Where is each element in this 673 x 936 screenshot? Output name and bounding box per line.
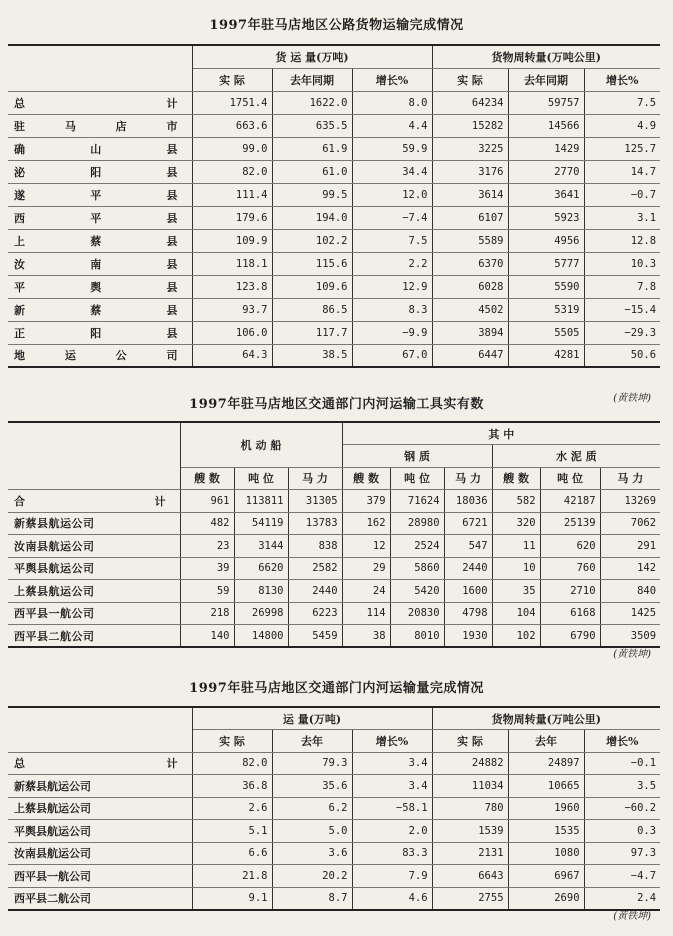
table-cell: 2.4 [584, 887, 660, 910]
table-cell: 38.5 [272, 344, 352, 367]
table-cell: 64.3 [192, 344, 272, 367]
table-cell: 29 [342, 557, 390, 580]
table-cell: 218 [180, 602, 234, 625]
table-cell: 12 [342, 535, 390, 558]
row-label: 汝南县 [8, 252, 192, 275]
table-cell: 2710 [540, 580, 600, 603]
table-cell: 838 [288, 535, 342, 558]
table-cell: 38 [342, 625, 390, 648]
table-cell: 82.0 [192, 752, 272, 775]
table-cell: 2524 [390, 535, 444, 558]
table-cell: 5860 [390, 557, 444, 580]
table-row [8, 535, 660, 558]
table-cell: 1930 [444, 625, 492, 648]
row-label: 西平县二航公司 [8, 887, 192, 910]
table-cell: 35 [492, 580, 540, 603]
table-cell: 1429 [508, 137, 584, 160]
table-cell: 320 [492, 512, 540, 535]
row-label: 遂平县 [8, 183, 192, 206]
table-cell: 194.0 [272, 206, 352, 229]
header-last-year: 去年同期 [272, 68, 352, 91]
table-cell: 15282 [432, 114, 508, 137]
table-cell: 547 [444, 535, 492, 558]
table-cell: 113811 [234, 490, 288, 513]
header-actual: 实 际 [192, 68, 272, 91]
table-cell: 79.3 [272, 752, 352, 775]
table-cell: 2.6 [192, 797, 272, 820]
row-label: 平舆县航运公司 [8, 557, 180, 580]
table-cell: 42187 [540, 490, 600, 513]
header-freight-volume: 运 量(万吨) [192, 707, 432, 730]
row-label: 地运公司 [8, 344, 192, 367]
table-cell: 25139 [540, 512, 600, 535]
table-cell: 2770 [508, 160, 584, 183]
header-horsepower: 马 力 [600, 467, 660, 490]
header-freight-turnover: 货物周转量(万吨公里) [432, 707, 660, 730]
table-cell: 13269 [600, 490, 660, 513]
table-cell: 5420 [390, 580, 444, 603]
table-cell: −7.4 [352, 206, 432, 229]
table-row [8, 490, 660, 513]
table-cell: −4.7 [584, 865, 660, 888]
table-cell: 24 [342, 580, 390, 603]
table-cell: 2440 [444, 557, 492, 580]
table-cell: 28980 [390, 512, 444, 535]
table-cell: −0.1 [584, 752, 660, 775]
table-cell: 21.8 [192, 865, 272, 888]
table-cell: 8010 [390, 625, 444, 648]
table-row [8, 865, 660, 888]
table-cell: 4798 [444, 602, 492, 625]
table-cell: 111.4 [192, 183, 272, 206]
header-blank [8, 707, 192, 752]
table-cell: 663.6 [192, 114, 272, 137]
table-cell: 97.3 [584, 842, 660, 865]
row-label: 汝南县航运公司 [8, 842, 192, 865]
table-cell: 31305 [288, 490, 342, 513]
header-horsepower: 马 力 [288, 467, 342, 490]
table-cell: 8.7 [272, 887, 352, 910]
table-cell: 109.6 [272, 275, 352, 298]
table-cell: 3509 [600, 625, 660, 648]
table-cell: 6967 [508, 865, 584, 888]
table-cell: 4.9 [584, 114, 660, 137]
table-cell: 1622.0 [272, 91, 352, 114]
table-cell: 20830 [390, 602, 444, 625]
table-cell: 620 [540, 535, 600, 558]
header-blank [8, 422, 180, 490]
table-cell: 5590 [508, 275, 584, 298]
header-growth: 增长% [584, 68, 660, 91]
table-cell: 59.9 [352, 137, 432, 160]
row-label: 西平县一航公司 [8, 602, 180, 625]
header-freight-volume: 货 运 量(万吨) [192, 45, 432, 68]
header-actual: 实 际 [432, 730, 508, 753]
row-label: 西平县一航公司 [8, 865, 192, 888]
table-cell: 35.6 [272, 775, 352, 798]
table-cell: 2.0 [352, 820, 432, 843]
table-cell: 11034 [432, 775, 508, 798]
row-label: 上蔡县航运公司 [8, 580, 180, 603]
table-cell: 102 [492, 625, 540, 648]
table-cell: 14800 [234, 625, 288, 648]
table-cell: 54119 [234, 512, 288, 535]
table-cell: 1539 [432, 820, 508, 843]
table-cell: 3.6 [272, 842, 352, 865]
table-cell: 109.9 [192, 229, 272, 252]
river-transport-volume-table [8, 706, 660, 911]
table-cell: 18036 [444, 490, 492, 513]
table-cell: 6370 [432, 252, 508, 275]
row-label: 平舆县 [8, 275, 192, 298]
table-cell: −0.7 [584, 183, 660, 206]
table-cell: 36.8 [192, 775, 272, 798]
row-label: 驻马店市 [8, 114, 192, 137]
header-tonnage: 吨 位 [540, 467, 600, 490]
table-cell: 8130 [234, 580, 288, 603]
row-label: 汝南县航运公司 [8, 535, 180, 558]
table-cell: 291 [600, 535, 660, 558]
table2-title: 1997年驻马店地区交通部门内河运输工具实有数 [189, 397, 484, 412]
table-cell: 3.5 [584, 775, 660, 798]
table-cell: 114 [342, 602, 390, 625]
table-cell: 12.9 [352, 275, 432, 298]
table-cell: 140 [180, 625, 234, 648]
row-label: 上蔡县 [8, 229, 192, 252]
table-row [8, 321, 660, 344]
table-cell: 6107 [432, 206, 508, 229]
header-count: 艘 数 [342, 467, 390, 490]
header-actual: 实 际 [432, 68, 508, 91]
table-cell: 482 [180, 512, 234, 535]
table-cell: 14.7 [584, 160, 660, 183]
table-cell: 5.0 [272, 820, 352, 843]
table-cell: 2755 [432, 887, 508, 910]
row-label: 平舆县航运公司 [8, 820, 192, 843]
row-label: 正阳县 [8, 321, 192, 344]
row-label: 上蔡县航运公司 [8, 797, 192, 820]
table-cell: 99.0 [192, 137, 272, 160]
table-cell: 10665 [508, 775, 584, 798]
table-cell: 24897 [508, 752, 584, 775]
table-row [8, 842, 660, 865]
table-cell: 26998 [234, 602, 288, 625]
table-cell: 61.0 [272, 160, 352, 183]
table-cell: 6223 [288, 602, 342, 625]
header-motor-vessels: 机 动 船 [180, 422, 342, 467]
table-cell: 3144 [234, 535, 288, 558]
header-last-year: 去年同期 [508, 68, 584, 91]
table-cell: 3894 [432, 321, 508, 344]
table-cell: 82.0 [192, 160, 272, 183]
header-steel: 钢 质 [342, 445, 492, 468]
table-cell: 8.3 [352, 298, 432, 321]
table-row [8, 91, 660, 114]
header-tonnage: 吨 位 [234, 467, 288, 490]
table-cell: 6447 [432, 344, 508, 367]
table-cell: 5.1 [192, 820, 272, 843]
table-cell: 5589 [432, 229, 508, 252]
table-cell: 7062 [600, 512, 660, 535]
table-cell: 104 [492, 602, 540, 625]
table-cell: 1751.4 [192, 91, 272, 114]
table-row [8, 797, 660, 820]
table-cell: 840 [600, 580, 660, 603]
table-cell: 3.1 [584, 206, 660, 229]
table-cell: 8.0 [352, 91, 432, 114]
header-blank [8, 45, 192, 91]
table-cell: 760 [540, 557, 600, 580]
table-cell: 635.5 [272, 114, 352, 137]
table-cell: 118.1 [192, 252, 272, 275]
table1-title: 1997年驻马店地区公路货物运输完成情况 [209, 18, 464, 33]
table-cell: 64234 [432, 91, 508, 114]
table-row [8, 625, 660, 648]
table-cell: 3225 [432, 137, 508, 160]
table-row [8, 580, 660, 603]
table-cell: 5319 [508, 298, 584, 321]
row-label: 总计 [8, 752, 192, 775]
row-label: 总计 [8, 91, 192, 114]
table-cell: 3.4 [352, 752, 432, 775]
table-cell: 5459 [288, 625, 342, 648]
table-cell: −15.4 [584, 298, 660, 321]
table-cell: 59 [180, 580, 234, 603]
river-vessels-table [8, 421, 660, 648]
header-last-year: 去年 [508, 730, 584, 753]
table-cell: 7.8 [584, 275, 660, 298]
table-row [8, 602, 660, 625]
highway-freight-table [8, 44, 660, 368]
table-cell: 2582 [288, 557, 342, 580]
header-growth: 增长% [352, 730, 432, 753]
table-cell: 13783 [288, 512, 342, 535]
table-row [8, 775, 660, 798]
table-cell: 4.6 [352, 887, 432, 910]
table-row [8, 229, 660, 252]
row-label: 西平县二航公司 [8, 625, 180, 648]
table2-author: (黄铁坤) [613, 649, 651, 660]
row-label: 西平县 [8, 206, 192, 229]
table-cell: 7.5 [352, 229, 432, 252]
table-cell: 179.6 [192, 206, 272, 229]
header-freight-turnover: 货物周转量(万吨公里) [432, 45, 660, 68]
table-cell: 1080 [508, 842, 584, 865]
table-row [8, 137, 660, 160]
table-cell: 0.3 [584, 820, 660, 843]
table-cell: 2690 [508, 887, 584, 910]
table-cell: 1535 [508, 820, 584, 843]
table-row [8, 206, 660, 229]
header-growth: 增长% [584, 730, 660, 753]
table-cell: 117.7 [272, 321, 352, 344]
table-cell: 4281 [508, 344, 584, 367]
header-growth: 增长% [352, 68, 432, 91]
table-cell: 5505 [508, 321, 584, 344]
table-cell: 6028 [432, 275, 508, 298]
table-cell: 6790 [540, 625, 600, 648]
table-cell: 780 [432, 797, 508, 820]
header-last-year: 去年 [272, 730, 352, 753]
row-label: 新蔡县航运公司 [8, 512, 180, 535]
table-cell: 12.8 [584, 229, 660, 252]
table-cell: 102.2 [272, 229, 352, 252]
table-cell: 6.2 [272, 797, 352, 820]
table-cell: 34.4 [352, 160, 432, 183]
table-cell: 6.6 [192, 842, 272, 865]
table-cell: 4.4 [352, 114, 432, 137]
table-row [8, 114, 660, 137]
table-cell: 59757 [508, 91, 584, 114]
table-cell: 4502 [432, 298, 508, 321]
table-cell: 71624 [390, 490, 444, 513]
table-row [8, 887, 660, 910]
table-cell: 3176 [432, 160, 508, 183]
table-cell: 162 [342, 512, 390, 535]
table-cell: 961 [180, 490, 234, 513]
table-cell: 7.5 [584, 91, 660, 114]
header-horsepower: 马 力 [444, 467, 492, 490]
table-cell: 86.5 [272, 298, 352, 321]
row-label: 新蔡县 [8, 298, 192, 321]
table-cell: 67.0 [352, 344, 432, 367]
header-among: 其 中 [342, 422, 660, 445]
table-row [8, 752, 660, 775]
table-cell: 99.5 [272, 183, 352, 206]
table-cell: 582 [492, 490, 540, 513]
table3-author: (黄铁坤) [613, 911, 651, 922]
table-row [8, 557, 660, 580]
table-cell: 83.3 [352, 842, 432, 865]
table-cell: −60.2 [584, 797, 660, 820]
table-cell: 3641 [508, 183, 584, 206]
table-cell: 1960 [508, 797, 584, 820]
table-cell: 3.4 [352, 775, 432, 798]
table-cell: 61.9 [272, 137, 352, 160]
table-cell: 1600 [444, 580, 492, 603]
table-row [8, 298, 660, 321]
row-label: 泌阳县 [8, 160, 192, 183]
table-cell: 12.0 [352, 183, 432, 206]
table-row [8, 344, 660, 367]
table-cell: 50.6 [584, 344, 660, 367]
table-cell: 5923 [508, 206, 584, 229]
table-cell: 123.8 [192, 275, 272, 298]
header-count: 艘 数 [492, 467, 540, 490]
table-cell: −29.3 [584, 321, 660, 344]
table-cell: 3614 [432, 183, 508, 206]
header-count: 艘 数 [180, 467, 234, 490]
table-cell: 10 [492, 557, 540, 580]
table-cell: 6620 [234, 557, 288, 580]
table-cell: 2440 [288, 580, 342, 603]
table-row [8, 820, 660, 843]
table-cell: 6721 [444, 512, 492, 535]
table-cell: 24882 [432, 752, 508, 775]
table-cell: 1425 [600, 602, 660, 625]
table-cell: −9.9 [352, 321, 432, 344]
row-label: 合计 [8, 490, 180, 513]
table-cell: 2131 [432, 842, 508, 865]
table1-author: (黄铁坤) [613, 393, 651, 404]
header-actual: 实 际 [192, 730, 272, 753]
table-cell: 6168 [540, 602, 600, 625]
header-cement: 水 泥 质 [492, 445, 660, 468]
table-row [8, 275, 660, 298]
table-cell: 4956 [508, 229, 584, 252]
table-cell: 6643 [432, 865, 508, 888]
row-label: 新蔡县航运公司 [8, 775, 192, 798]
table-cell: 20.2 [272, 865, 352, 888]
table-row [8, 512, 660, 535]
table-row [8, 160, 660, 183]
row-label: 确山县 [8, 137, 192, 160]
table-cell: 106.0 [192, 321, 272, 344]
table-cell: 5777 [508, 252, 584, 275]
header-tonnage: 吨 位 [390, 467, 444, 490]
table-row [8, 252, 660, 275]
table-cell: 115.6 [272, 252, 352, 275]
table-row [8, 183, 660, 206]
table-cell: −58.1 [352, 797, 432, 820]
table-cell: 11 [492, 535, 540, 558]
table-cell: 9.1 [192, 887, 272, 910]
table-cell: 379 [342, 490, 390, 513]
table-cell: 39 [180, 557, 234, 580]
table-cell: 142 [600, 557, 660, 580]
table-cell: 2.2 [352, 252, 432, 275]
table-cell: 93.7 [192, 298, 272, 321]
table-cell: 23 [180, 535, 234, 558]
table-cell: 7.9 [352, 865, 432, 888]
table-cell: 14566 [508, 114, 584, 137]
table-cell: 10.3 [584, 252, 660, 275]
table3-title: 1997年驻马店地区交通部门内河运输量完成情况 [189, 681, 484, 696]
table-cell: 125.7 [584, 137, 660, 160]
